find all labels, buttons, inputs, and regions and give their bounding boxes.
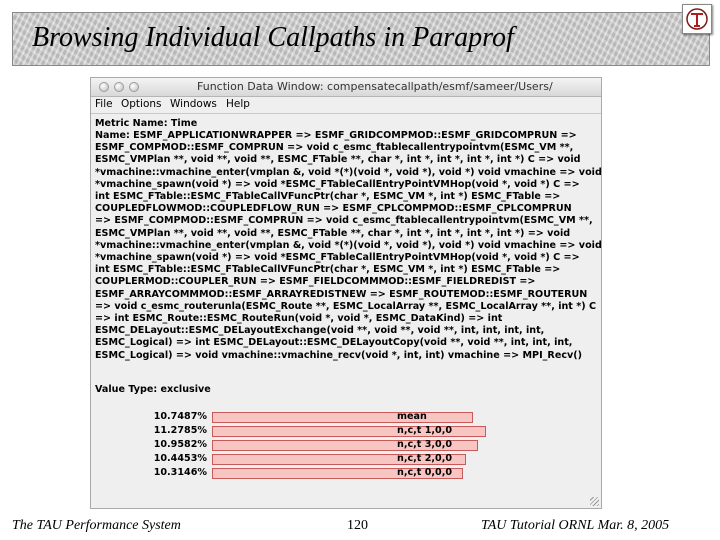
value-type: Value Type: exclusive — [95, 384, 211, 395]
page-number: 120 — [347, 518, 368, 533]
footer-left: The TAU Performance System — [12, 518, 181, 533]
bar-value-label: 10.7487% — [153, 411, 207, 422]
callpath-line: => int ESMC_Route::ESMC_RouteRun(void *, void *, ESMC_DataKind) => int — [95, 313, 503, 324]
zoom-window-button[interactable] — [129, 82, 139, 92]
slide-title: Browsing Individual Callpaths in Paraprof — [32, 22, 514, 53]
callpath-line: ESMF_ARRAYCOMMMOD::ESMF_ARRAYREDISTNEW => ESMF_ROUTEMOD::ESMF_ROUTERUN — [95, 288, 588, 300]
tau-logo-icon — [682, 4, 712, 34]
bar-value-label: 10.9582% — [153, 439, 207, 450]
callpath-line: ESMC_Logical) => void vmachine::vmachine_recv(void *, int, int) vmachine => MPI_Recv() — [95, 349, 583, 361]
callpath-line: int ESMC_FTable::ESMC_FTableCallVFuncPtr(char *, ESMC_VM *, int *) ESMC_FTable => — [95, 191, 561, 202]
window-titlebar[interactable] — [91, 78, 601, 97]
bar-category-label: n,c,t 3,0,0 — [397, 439, 453, 450]
function-data-panel — [95, 118, 602, 498]
bar-row[interactable] — [95, 424, 595, 438]
callpath-line: ESMC_DELayout::ESMC_DELayoutExchange(void **, void **, void **, int, int, int, int, — [95, 325, 545, 337]
bar-row[interactable] — [95, 466, 595, 480]
callpath-line: => void c_esmc_routerunla(ESMC_Route **, ESMC_LocalArray **, ESMC_LocalArray **, int *) C — [95, 300, 597, 312]
bar-category-label: n,c,t 0,0,0 — [397, 467, 453, 478]
bar-row[interactable] — [95, 452, 595, 466]
callpath-line: COUPLEDFLOWMOD::COUPLEDFLOW_RUN => ESMF_CPLCOMPMOD::ESMF_CPLCOMPRUN — [95, 203, 572, 215]
resize-grip[interactable] — [590, 497, 599, 506]
callpath-line: *vmachine::vmachine_enter(vmplan &, void *(*)(void *, void *), void *) void vmachine => void — [95, 166, 602, 178]
callpath-line: ESMC_VMPlan **, void **, void **, ESMC_FTable **, char *, int *, int *, int *, int *) C => void — [95, 154, 581, 166]
bar-value-label: 10.4453% — [153, 453, 207, 464]
callpath-line: ESMC_VMPlan **, void **, void **, ESMC_FTable **, char *, int *, int *, int *, int *) => void — [95, 227, 571, 239]
callpath-line: *vmachine_spawn(void *) => void *ESMC_FTableCallEntryPointVMHop(void *, void *) C => — [95, 252, 580, 263]
menu-file[interactable]: File — [95, 98, 113, 110]
bar-category-label: n,c,t 2,0,0 — [397, 453, 453, 464]
bar-chart — [95, 410, 595, 480]
callpath-line: Name: ESMF_APPLICATIONWRAPPER => ESMF_GRIDCOMPMOD::ESMF_GRIDCOMPRUN => — [95, 130, 577, 141]
close-window-button[interactable] — [99, 82, 109, 92]
callpath-line: *vmachine_spawn(void *) => void *ESMC_FTableCallEntryPointVMHop(void *, void *) C => — [95, 178, 580, 190]
bar-category-label: n,c,t 1,0,0 — [397, 425, 453, 436]
function-data-window — [90, 77, 602, 509]
minimize-window-button[interactable] — [114, 82, 124, 92]
bar-value-label: 10.3146% — [153, 467, 207, 478]
bar-row[interactable] — [95, 410, 595, 424]
window-title: Function Data Window: compensatecallpath/esmf/sameer/Users/ — [197, 80, 553, 93]
callpath-line: ESMC_Logical) => int ESMC_DELayout::ESMC_DELayoutCopy(void **, void **, int, int, int, — [95, 337, 573, 349]
bar-row[interactable] — [95, 438, 595, 452]
bar-category-label: mean — [397, 411, 427, 422]
menu-help[interactable]: Help — [226, 98, 250, 110]
callpath-line: *vmachine::vmachine_enter(vmplan &, void *(*)(void *, void *), void *) void vmachine => void — [95, 239, 602, 251]
menu-windows[interactable]: Windows — [170, 98, 217, 110]
callpath-line: => ESMF_COMPMOD::ESMF_COMPRUN => void c_esmc_ftablecallentrypointvm(ESMC_VM **, — [95, 215, 593, 227]
bar-value-label: 11.2785% — [153, 425, 207, 436]
callpath-line: ESMF_COMPMOD::ESMF_COMPRUN => void c_esmc_ftablecallentrypointvm(ESMC_VM **, — [95, 142, 574, 154]
metric-name: Metric Name: Time — [95, 118, 198, 129]
callpath-line: int ESMC_FTable::ESMC_FTableCallVFuncPtr(char *, ESMC_VM *, int *) ESMC_FTable => — [95, 264, 561, 276]
menu-bar — [91, 97, 601, 114]
footer-right: TAU Tutorial ORNL Mar. 8, 2005 — [481, 518, 670, 533]
menu-options[interactable]: Options — [121, 98, 162, 110]
bar[interactable] — [212, 412, 473, 423]
callpath-line: COUPLERMOD::COUPLER_RUN => ESMF_FIELDCOMMMOD::ESMF_FIELDREDIST => — [95, 276, 536, 288]
